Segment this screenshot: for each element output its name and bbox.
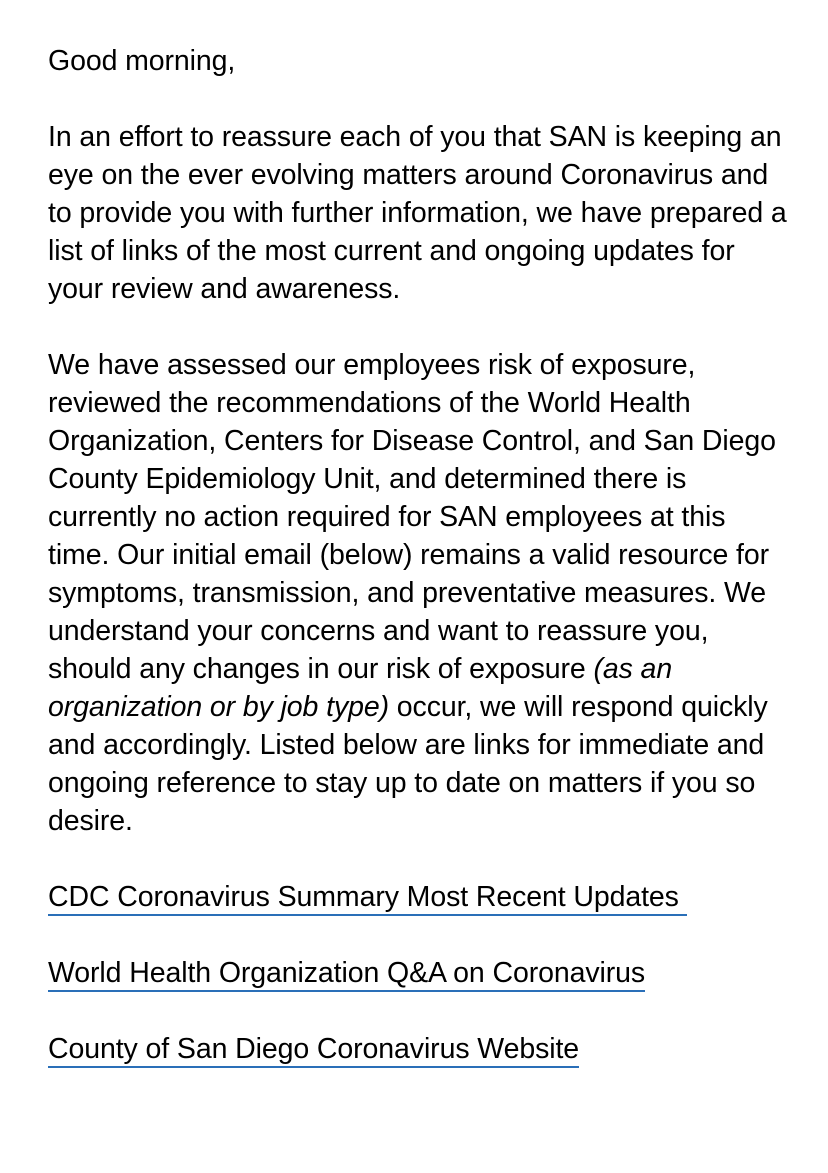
paragraph-assessment-text-1: We have assessed our employees risk of exposure, reviewed the recommendations of the World Health Organization, Centers for Disease Control, and San Diego County Epidemiology Unit, and determined there is currently no action required for SAN employees at this time. Our initial email (below) remains a valid resource for symptoms, transmission, and preventative measures. We understand your concerns and want to reassure you, should any changes in our risk of exposure [48, 349, 776, 685]
paragraph-intro [48, 118, 788, 308]
greeting [48, 42, 788, 80]
link-row-who [48, 954, 788, 992]
link-row-cdc [48, 878, 788, 916]
who-qa-link[interactable]: World Health Organization Q&A on Coronavirus [48, 957, 645, 992]
county-website-link[interactable]: County of San Diego Coronavirus Website [48, 1033, 579, 1068]
link-row-county [48, 1030, 788, 1068]
greeting-text: Good morning, [48, 45, 236, 77]
cdc-updates-link[interactable]: CDC Coronavirus Summary Most Recent Updates [48, 881, 687, 916]
paragraph-assessment [48, 346, 788, 840]
paragraph-intro-text: In an effort to reassure each of you that SAN is keeping an eye on the ever evolving matters around Coronavirus and to provide you with further information, we have prepared a list of links of the most current and ongoing updates for your review and awareness. [48, 121, 787, 305]
paragraph-assessment-text-2: occur, we will respond quickly and accordingly. Listed below are links for immediate and ongoing reference to stay up to date on matters if you so desire. [48, 691, 768, 837]
paragraph-assessment-italic: (as an organization or by job type) [48, 653, 673, 723]
email-body [48, 42, 788, 1106]
